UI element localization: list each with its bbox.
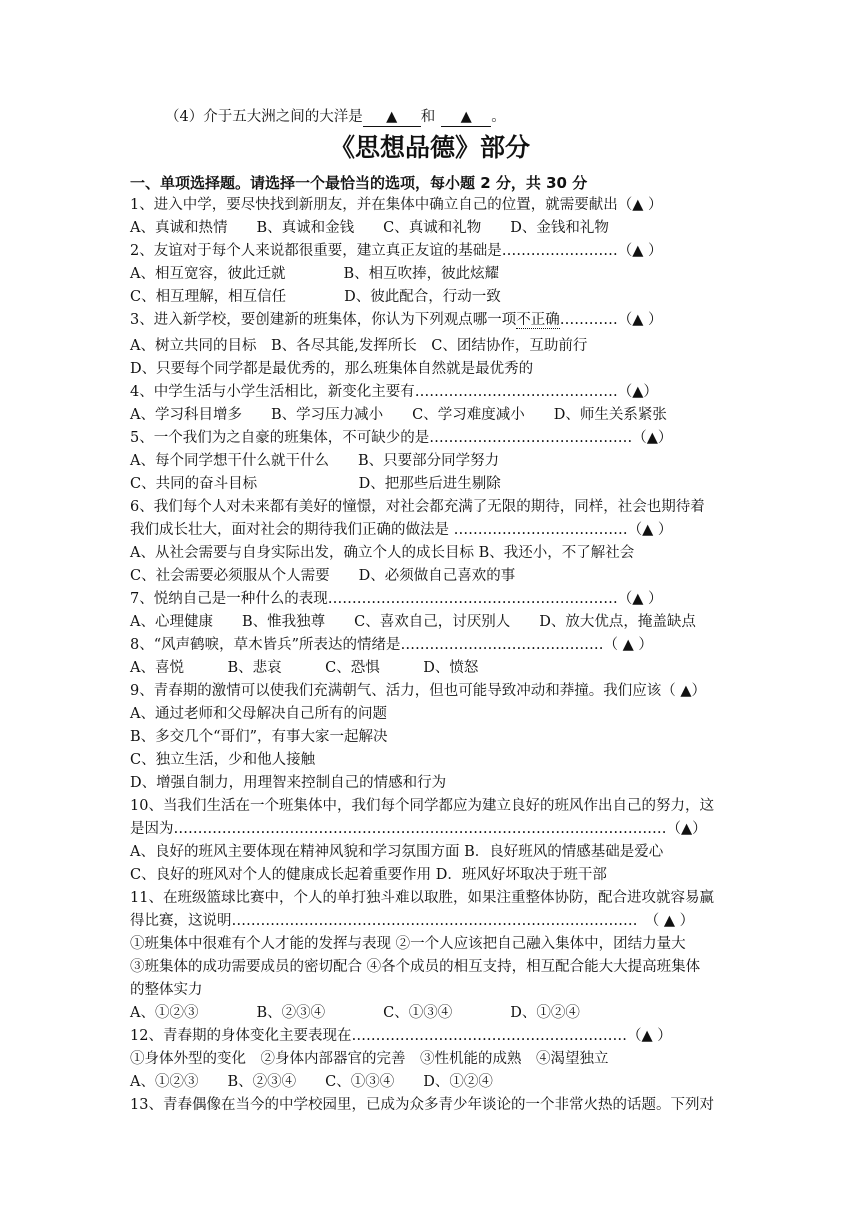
question-3-option-d: D、只要每个同学都是最优秀的，那么班集体自然就是最优秀的 (130, 361, 534, 377)
geo-q4-middle: 和 (420, 109, 436, 125)
question-12: 12、青春期的身体变化主要表现在…………………………………………………（▲ ） (130, 1028, 672, 1044)
emphasis-not-correct: 不正确 (516, 312, 560, 328)
question-9: 9、青春期的激情可以使我们充满朝气、活力，但也可能导致冲动和莽撞。我们应该（ ▲） (130, 683, 706, 699)
question-2: 2、友谊对于每个人来说都很重要，建立真正友谊的基础是……………………（▲ ） (130, 243, 663, 259)
question-3-dots: …………（▲ ） (559, 312, 663, 328)
question-8-options: A、喜悦 B、悲哀 C、恐惧 D、愤怒 (130, 660, 479, 676)
question-11-statements-2: ③班集体的成功需要成员的密切配合 ④各个成员的相互支持，相互配合能大大提高班集体 (130, 959, 701, 975)
question-11-statements-1: ①班集体中很难有个人才能的发挥与表现 ②一个人应该把自己融入集体中，团结力量大 (130, 936, 686, 952)
question-2-options-cd: C、相互理解，相互信任 D、彼此配合，行动一致 (130, 289, 501, 305)
question-6-line-1: 6、我们每个人对未来都有美好的憧憬，对社会都充满了无限的期待，同样，社会也期待着 (130, 499, 705, 515)
question-1-options: A、真诚和热情 B、真诚和金钱 C、真诚和礼物 D、金钱和礼物 (130, 220, 609, 236)
question-9-option-a: A、通过老师和父母解决自己所有的问题 (130, 706, 387, 722)
question-9-option-b: B、多交几个“哥们”，有事大家一起解决 (130, 729, 388, 745)
question-4-options: A、学习科目增多 B、学习压力减小 C、学习难度减小 D、师生关系紧张 (130, 407, 667, 423)
question-6-options-cd: C、社会需要必须服从个人需要 D、必须做自己喜欢的事 (130, 568, 516, 584)
question-9-option-c: C、独立生活，少和他人接触 (130, 752, 316, 768)
question-9-option-d: D、增强自制力，用理智来控制自己的情感和行为 (130, 775, 447, 791)
section-heading: 一、单项选择题。请选择一个最恰当的选项，每小题 2 分，共 30 分 (130, 174, 588, 192)
question-11-line-1: 11、在班级篮球比赛中，个人的单打独斗难以取胜，如果注重整体协防，配合进攻就容易赢 (130, 890, 714, 906)
question-12-options: A、①②③ B、②③④ C、①③④ D、①②④ (130, 1074, 493, 1090)
question-12-statements: ①身体外型的变化 ②身体内部器官的完善 ③性机能的成熟 ④渴望独立 (130, 1051, 609, 1067)
question-11-statements-3: 的整体实力 (130, 982, 203, 998)
answer-blank-1: ▲ (363, 108, 421, 127)
question-5-options-cd: C、共同的奋斗目标 D、把那些后进生剔除 (130, 476, 501, 492)
question-10-options-ab: A、良好的班风主要体现在精神风貌和学习氛围方面 B．良好班风的情感基础是爱心 (130, 844, 664, 860)
question-3-stem: 3、进入新学校，要创建新的班集体，你认为下列观点哪一项 (130, 312, 517, 328)
question-10-line-1: 10、当我们生活在一个班集体中，我们每个同学都应为建立良好的班风作出自己的努力，这 (130, 798, 714, 814)
question-7: 7、悦纳自己是一种什么的表现……………………………………………………（▲ ） (130, 591, 663, 607)
question-11-line-2: 得比赛，这说明………………………………………………………………………… （ ▲ ） (130, 913, 695, 929)
question-5: 5、一个我们为之自豪的班集体，不可缺少的是……………………………………（▲） (130, 430, 673, 446)
question-3 (130, 309, 663, 331)
question-1: 1、进入中学，要尽快找到新朋友，并在集体中确立自己的位置，就需要献出（▲ ） (130, 197, 663, 213)
question-13-line-1: 13、青春偶像在当今的中学校园里，已成为众多青少年谈论的一个非常火热的话题。下列对 (130, 1097, 714, 1113)
part-title: 《思想品德》部分 (329, 133, 530, 162)
answer-blank-2: ▲ (441, 108, 491, 127)
question-8: 8、“风声鹤唳，草木皆兵”所表达的情绪是……………………………………（ ▲ ） (130, 637, 653, 653)
geo-question-4 (165, 106, 506, 128)
question-5-options-ab: A、每个同学想干什么就干什么 B、只要部分同学努力 (130, 453, 500, 469)
geo-q4-prefix: （4）介于五大洲之间的大洋是 (165, 109, 363, 125)
geo-q4-suffix: 。 (491, 109, 506, 125)
question-7-options: A、心理健康 B、惟我独尊 C、喜欢自己，讨厌别人 D、放大优点，掩盖缺点 (130, 614, 696, 630)
question-10-line-2: 是因为…………………………………………………………………………………………（▲） (130, 821, 707, 837)
question-11-options: A、①②③ B、②③④ C、①③④ D、①②④ (130, 1005, 580, 1021)
question-10-options-cd: C、良好的班风对个人的健康成长起着重要作用 D．班风好坏取决于班干部 (130, 867, 607, 883)
question-6-line-2: 我们成长壮大，面对社会的期待我们正确的做法是 ………………………………（▲ ） (130, 522, 673, 538)
question-2-options-ab: A、相互宽容，彼此迁就 B、相互吹捧，彼此炫耀 (130, 266, 500, 282)
question-6-options-ab: A、从社会需要与自身实际出发，确立个人的成长目标 B、我还小，不了解社会 (130, 545, 635, 561)
question-3-options-abc: A、树立共同的目标 B、各尽其能,发挥所长 C、团结协作，互助前行 (130, 338, 588, 354)
question-4: 4、中学生活与小学生活相比，新变化主要有……………………………………（▲） (130, 384, 658, 400)
